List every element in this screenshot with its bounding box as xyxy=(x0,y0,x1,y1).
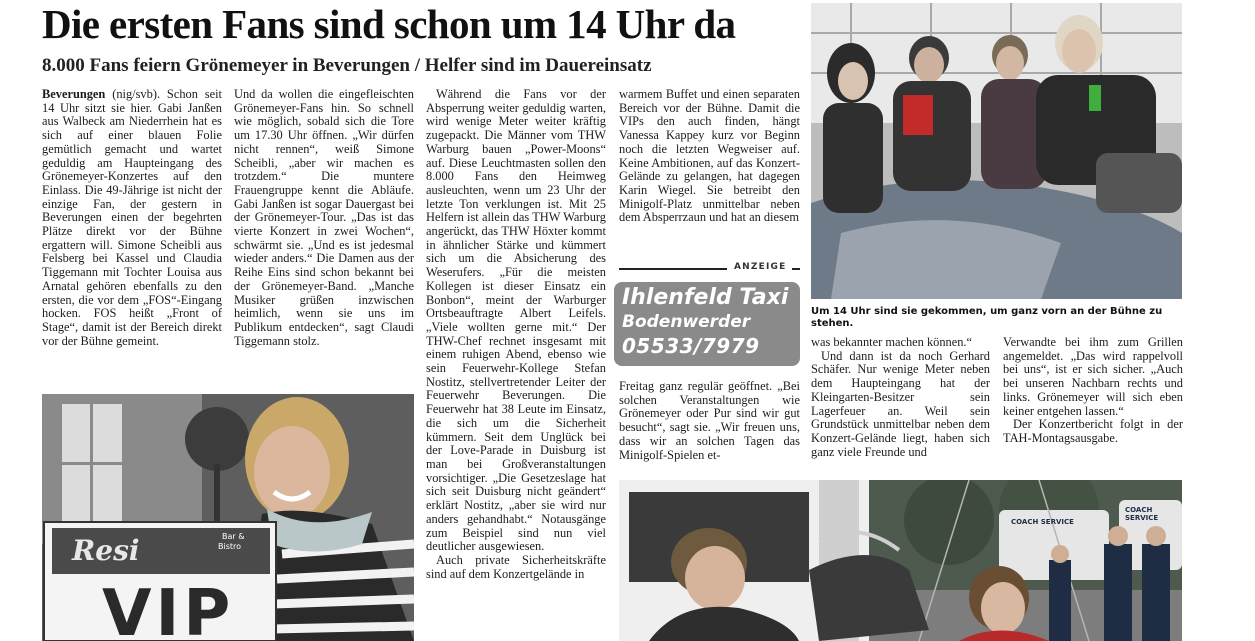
fans-photo xyxy=(811,3,1182,299)
dateline: Beverungen xyxy=(42,87,106,101)
article-column-1 xyxy=(42,88,222,348)
paragraph-text: (nig/svb). Schon seit 14 Uhr sitzt sie hier. Gabi Janßen aus Walbeck am Niederrhein hat es sich auf einer blauen Folie gemütlich gemacht und wartet geduldig am Haupteingang des Grönemeyer-Konzertes auf den Einlass. Die 49-Jährige ist nicht der einzige Fan, der gestern in Beverungen einen der begehrten Plätze direkt vor der Bühne ergattern will. Simone Scheibli aus Felsberg bei Kassel und Claudia Tiggemann mit Tochter Louisa aus Arnatal gehören ebenfalls zu den ersten, die vor dem „FOS“-Eingang hocken. FOS heißt „Front of Stage“, damit ist der Bereich direkt vor der Bühne gemeint. xyxy=(42,87,222,348)
ad-phone: 05533/7979 xyxy=(622,334,760,358)
paragraph: warmem Buffet und einen separaten Bereich vor der Bühne. Damit die VIPs den auch finden, hängt Vanessa Kappey kurz vor Beginn noch die letzten Wegweiser auf. Keine Ambitionen, auf das Konzert-Gelände zu gelangen, hat dagegen Karin Wiegel. Sie betreibt den Minigolf-Platz unmittelbar neben dem Absperrzaun und hat an diesem xyxy=(619,87,800,225)
article-column-6 xyxy=(1003,336,1183,446)
van-sign-text: COACH SERVICE xyxy=(1011,518,1074,526)
article-headline: Die ersten Fans sind schon um 14 Uhr da xyxy=(42,1,736,47)
paragraph xyxy=(42,88,222,348)
paragraph: Während die Fans vor der Absperrung weiter geduldig warten, wird wenige Meter weiter kräftig zugepackt. Die Männer vom THW Warburg bauen „Power-Moons“ auf. Diese Leuchtmasten sollen den 8.000 Fans den Heimweg ausleuchten, wenn um 23 Uhr der letzte Ton verklungen ist. Mit 25 Helfern ist allein das THW Warburg angerückt, das THW Höxter kommt in ähnlicher Stärke und kümmert sich um die Absicherung des Weserufers. „Für die meisten Kollegen ist dieser Einsatz ein Bonbon“, meint der Warburger Ortsbeauftragte Albert Leifels. „Viele wollten gerne mit.“ Der THW-Chef rechnet insgesamt mit einem ruhigen Abend, ebenso wie sein Feuerwehr-Kollege Stefan Nostitz, stellvertretender Leiter der Feuerwehr Beverungen. Die Feuerwehr hat 38 Leute im Einsatz, die sich um die Sicherheit kümmern. Seit dem Unglück bei der Love-Parade in Duisburg ist man bei Großveranstaltungen vorsichtiger. „Die Gesetzeslage hat sich seit Duisburg nicht geändert“ erklärt Nostitz, „aber sie wird nur anders gehandhabt.“ Notausgänge zum Beispiel sind nun viel deutlicher ausgewiesen. xyxy=(426,87,606,554)
article-column-3 xyxy=(426,88,606,581)
paragraph: Freitag ganz regulär geöffnet. „Bei solchen Veranstaltungen wie Grönemeyer oder Pur sind wir gut besucht“, sagt sie. „Wir freuen uns, dass wir an solchen Tagen das Minigolf-Spielen et- xyxy=(619,379,800,462)
helpers-photo-image xyxy=(619,480,1182,641)
sign-sub-text-2: Bistro xyxy=(218,542,242,551)
paragraph: Der Konzertbericht folgt in der TAH-Montagsausgabe. xyxy=(1003,417,1183,445)
van-sign-text-2: COACH SERVICE xyxy=(1125,506,1159,522)
sign-vip-text: VIP xyxy=(102,577,235,641)
paragraph: Auch private Sicherheitskräfte sind auf dem Konzertgelände in xyxy=(426,552,606,581)
ad-label: ANZEIGE xyxy=(734,262,787,272)
paragraph: Und dann ist da noch Gerhard Schäfer. Nur wenige Meter neben dem Haupteingang hat der Kleingarten-Besitzer sein Lagerfeuer an. Weil sein Grundstück unmittelbar neben dem Konzert-Gelände liegt, haben sich ganz viele Freunde und xyxy=(811,348,990,459)
article-column-4-top xyxy=(619,88,800,225)
article-subheadline: 8.000 Fans feiern Grönemeyer in Beverungen / Helfer sind im Dauereinsatz xyxy=(42,55,652,76)
paragraph: was bekannter machen können.“ xyxy=(811,335,973,349)
vip-photo xyxy=(42,394,414,641)
taxi-advertisement xyxy=(614,282,800,366)
fans-photo-image xyxy=(811,3,1182,299)
ad-company: Ihlenfeld Taxi xyxy=(622,285,789,310)
fans-photo-caption: Um 14 Uhr sind sie gekommen, um ganz vorn an der Bühne zu stehen. xyxy=(811,306,1163,329)
article-column-5 xyxy=(811,336,990,459)
article-column-4-bottom xyxy=(619,380,800,462)
sign-brand-text: Resi xyxy=(72,534,140,567)
paragraph: Verwandte bei ihm zum Grillen angemeldet. „Das wird rappelvoll bei uns“, ist er sich sicher. „Auch bei unseren Nachbarn rechts und links. Grönemeyer will sich eben keiner entgehen lassen.“ xyxy=(1003,335,1183,418)
paragraph: Und da wollen die eingefleischten Grönemeyer-Fans hin. So schnell wie möglich, sobald sich die Tore um 17.30 Uhr öffnen. „Wir dürfen nicht rennen“, weiß Simone Scheibli, „aber wir machen es trotzdem.“ Die muntere Frauengruppe kennt die Abläufe. Gabi Janßen ist sogar Dauergast bei der Grönemeyer-Tour. „Das ist das vierte Konzert in zwei Wochen“, schwärmt sie. „Und es ist jedesmal wieder anders.“ Die Damen aus der Reihe Eins sind schon bekannt bei der Grönemeyer-Band. „Manche Musiker grüßen inzwischen heimlich, wenn sie uns im Publikum entdecken“, sagt Claudi Tiggemann stolz. xyxy=(234,87,414,348)
article-column-2 xyxy=(234,88,414,348)
sign-sub-text-1: Bar & xyxy=(222,532,245,541)
ad-town: Bodenwerder xyxy=(622,312,751,332)
helpers-photo xyxy=(619,480,1182,641)
